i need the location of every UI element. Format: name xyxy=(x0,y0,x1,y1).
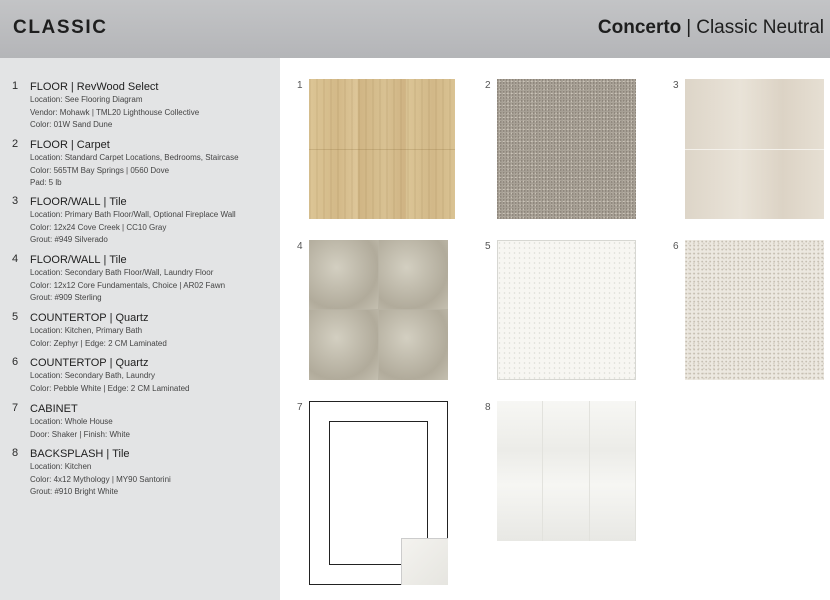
collection-name: Concerto xyxy=(597,17,682,38)
spec-category: FLOOR/WALL xyxy=(30,254,101,266)
spec-detail: Grout: #909 Sterling xyxy=(30,293,102,302)
swatch-number: 4 xyxy=(297,241,303,252)
shaker-door-swatch xyxy=(309,401,448,585)
stone-tile-quadrant xyxy=(379,310,448,380)
spec-detail: Location: Secondary Bath, Laundry xyxy=(30,371,155,380)
subway-tile-plank xyxy=(543,401,590,541)
spec-product: Tile xyxy=(109,254,127,266)
spec-number: 4 xyxy=(12,253,19,265)
collection-style: Classic Neutral xyxy=(696,17,824,38)
spec-item-7 xyxy=(12,402,277,441)
collection-title xyxy=(598,17,824,39)
spec-number: 2 xyxy=(12,138,19,150)
swatch-number: 5 xyxy=(485,241,491,252)
spec-detail: Color: Zephyr | Edge: 2 CM Laminated xyxy=(30,338,167,348)
spec-product: Tile xyxy=(109,196,127,208)
spec-number: 5 xyxy=(12,311,19,323)
title-separator: | xyxy=(70,81,74,93)
spec-category: CABINET xyxy=(30,403,78,415)
spec-detail: Location: Primary Bath Floor/Wall, Optional Fireplace Wall xyxy=(30,210,236,219)
subway-tile-plank xyxy=(497,401,543,541)
spec-detail: Location: Kitchen xyxy=(30,462,92,471)
spec-number: 8 xyxy=(12,447,19,459)
spec-title xyxy=(30,311,277,325)
spec-category: COUNTERTOP xyxy=(30,312,107,324)
spec-product: Quartz xyxy=(115,357,149,369)
spec-detail: Color: 01W Sand Dune xyxy=(30,120,113,129)
plank-seam xyxy=(309,149,455,150)
brand-title: CLASSIC xyxy=(13,17,108,38)
swatch-number: 3 xyxy=(673,80,679,91)
door-left-stile xyxy=(309,401,330,585)
spec-detail: Vendor: Mohawk | TML20 Lighthouse Collective xyxy=(30,107,200,117)
spec-item-1 xyxy=(12,80,277,132)
spec-detail: Door: Shaker | Finish: White xyxy=(30,429,130,439)
spec-detail: Grout: #949 Silverado xyxy=(30,235,108,244)
title-separator: | xyxy=(103,254,107,266)
finish-chip xyxy=(401,538,448,585)
collection-separator: | xyxy=(686,17,692,38)
spec-detail: Location: See Flooring Diagram xyxy=(30,95,143,104)
title-separator: | xyxy=(103,196,107,208)
quartz-pebble-swatch xyxy=(685,240,824,380)
swatch-number: 8 xyxy=(485,402,491,413)
swatch-number: 6 xyxy=(673,241,679,252)
spec-detail: Location: Secondary Bath Floor/Wall, Laundry Floor xyxy=(30,268,214,277)
stone-tile-quadrant xyxy=(379,240,448,309)
spec-title xyxy=(30,253,277,267)
title-separator: | xyxy=(70,139,74,151)
spec-category: FLOOR xyxy=(30,139,68,151)
quartz-white-swatch xyxy=(497,240,636,380)
stone-tile-quadrant xyxy=(309,240,378,309)
tile-grout-line xyxy=(685,149,824,150)
spec-number: 1 xyxy=(12,80,19,92)
spec-category: BACKSPLASH xyxy=(30,448,104,460)
spec-product: Quartz xyxy=(115,312,149,324)
spec-number: 7 xyxy=(12,402,19,414)
swatch-number: 2 xyxy=(485,80,491,91)
spec-product: RevWood Select xyxy=(76,81,159,93)
carpet-swatch xyxy=(497,79,636,219)
spec-category: FLOOR xyxy=(30,81,68,93)
spec-detail: Color: 565TM Bay Springs | 0560 Dove xyxy=(30,165,170,175)
swatch-number: 1 xyxy=(297,80,303,91)
spec-detail: Color: 12x12 Core Fundamentals, Choice | AR02 Fawn xyxy=(30,280,226,290)
spec-title xyxy=(30,80,277,94)
spec-detail: Grout: #910 Bright White xyxy=(30,487,119,496)
spec-category: FLOOR/WALL xyxy=(30,196,101,208)
spec-detail: Location: Standard Carpet Locations, Bedrooms, Staircase xyxy=(30,153,239,162)
title-separator: | xyxy=(109,357,113,369)
title-separator: | xyxy=(109,312,113,324)
subway-tile-plank xyxy=(590,401,636,541)
stone-tile-swatch xyxy=(309,240,448,380)
spec-title xyxy=(30,356,277,370)
spec-item-5 xyxy=(12,311,277,350)
spec-item-8 xyxy=(12,447,277,499)
spec-title xyxy=(30,195,277,209)
porcelain-tile-swatch xyxy=(685,79,824,219)
spec-item-3 xyxy=(12,195,277,247)
swatch-number: 7 xyxy=(297,402,303,413)
spec-product: Carpet xyxy=(76,139,110,151)
subway-tile-swatch xyxy=(497,401,636,541)
spec-title xyxy=(30,402,277,416)
spec-category: COUNTERTOP xyxy=(30,357,107,369)
stone-tile-quadrant xyxy=(309,310,378,380)
spec-detail: Location: Whole House xyxy=(30,417,113,426)
spec-detail: Color: 4x12 Mythology | MY90 Santorini xyxy=(30,474,171,484)
spec-number: 3 xyxy=(12,195,19,207)
spec-item-6 xyxy=(12,356,277,395)
spec-title xyxy=(30,138,277,152)
title-separator: | xyxy=(106,448,110,460)
spec-item-4 xyxy=(12,253,277,305)
spec-title xyxy=(30,447,277,461)
spec-sidebar xyxy=(0,58,280,600)
spec-detail: Location: Kitchen, Primary Bath xyxy=(30,326,143,335)
page-header xyxy=(0,0,830,58)
wood-plank-swatch xyxy=(309,79,455,219)
spec-detail: Pad: 5 lb xyxy=(30,178,62,187)
spec-product: Tile xyxy=(112,448,130,460)
spec-item-2 xyxy=(12,138,277,190)
spec-detail: Color: Pebble White | Edge: 2 CM Laminated xyxy=(30,383,190,393)
spec-number: 6 xyxy=(12,356,19,368)
spec-detail: Color: 12x24 Cove Creek | CC10 Gray xyxy=(30,222,167,232)
